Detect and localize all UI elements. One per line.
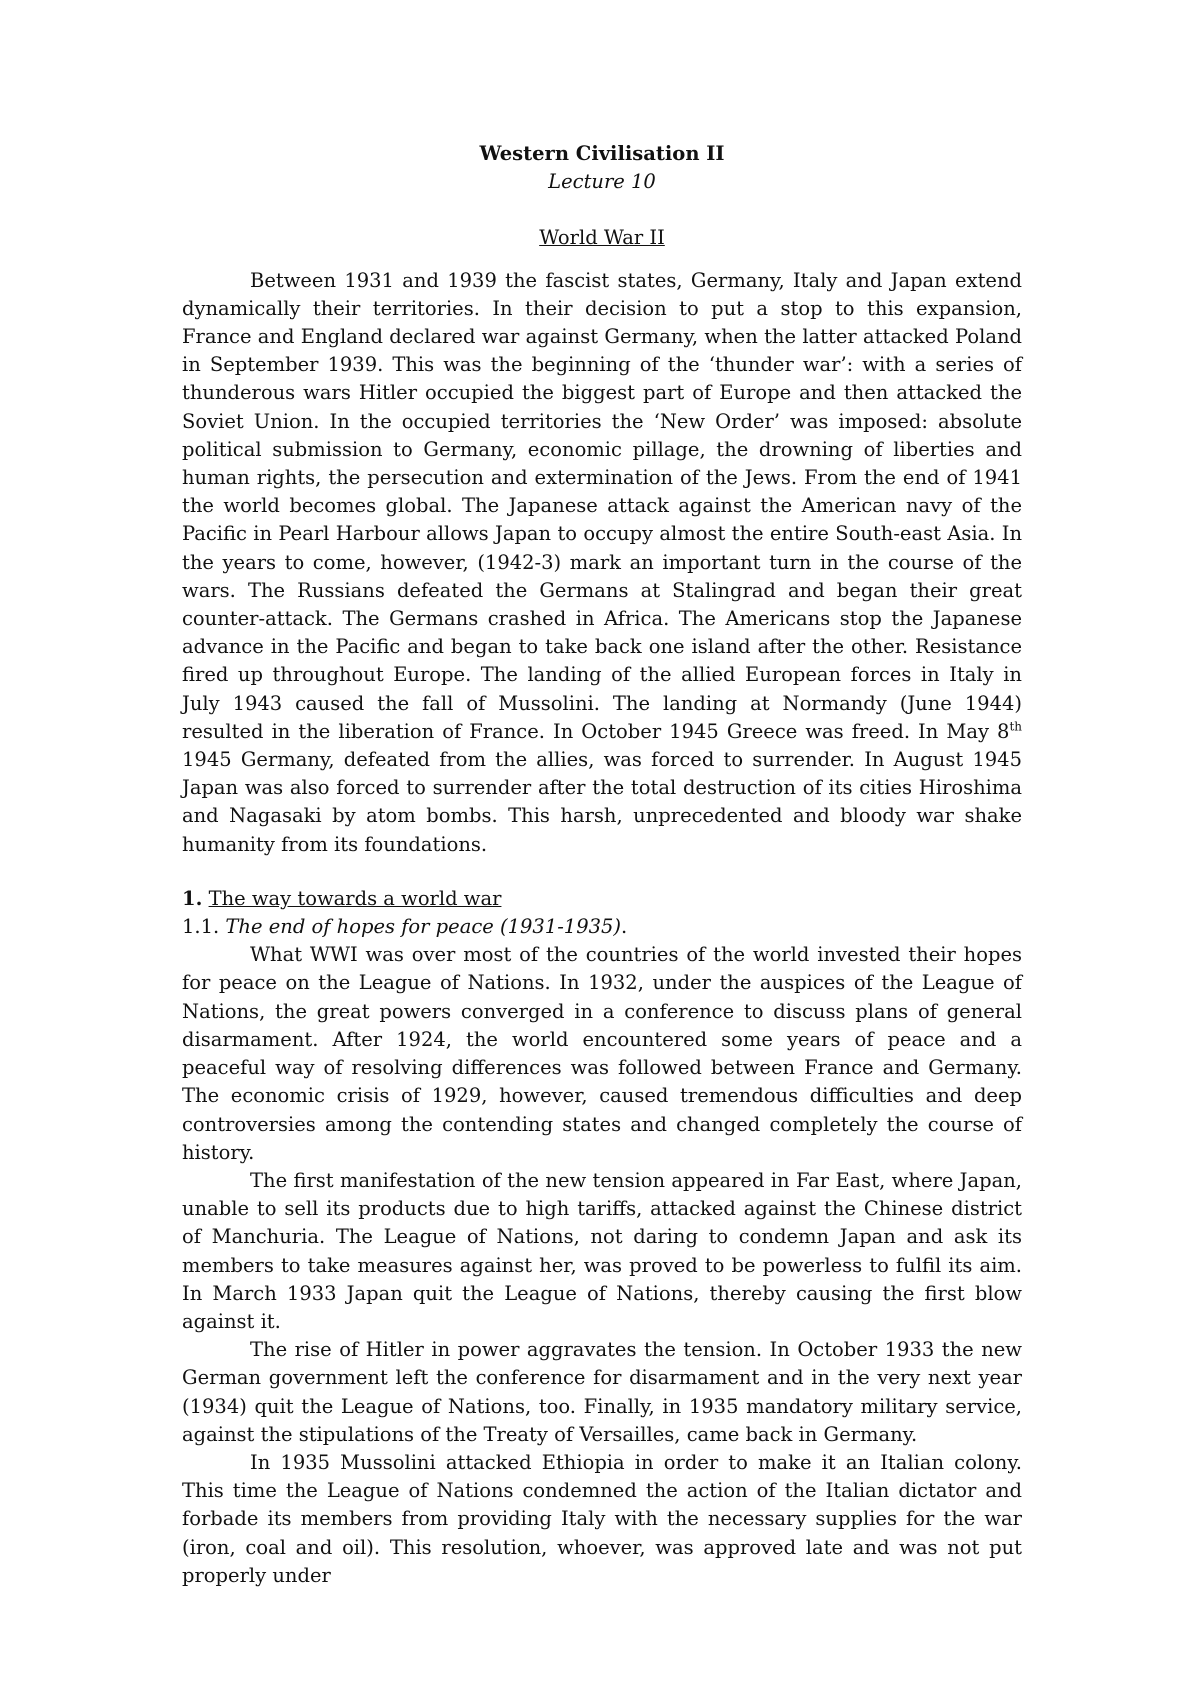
document-page — [182, 140, 1022, 1590]
body-paragraph-4: In 1935 Mussolini attacked Ethiopia in order to make it an Italian colony. This time the League of Nations condemned the action of the Italian dictator and forbade its members from providing Italy with the necessary supplies for the war (iron, coal and oil). This resolution, whoever, was approved late and was not put properly under — [182, 1450, 1022, 1587]
heading-1-1 — [182, 913, 1022, 941]
section-title: World War II — [539, 226, 665, 250]
body-paragraph-3: The rise of Hitler in power aggravates the tension. In October 1933 the new German government left the conference for disarmament and in the very next year (1934) quit the League of Nations, too. Finally, in 1935 mandatory military service, against the stipulations of the Treaty of Versailles, came back in Germany. — [182, 1338, 1022, 1446]
intro-text-part2: 1945 Germany, defeated from the allies, was forced to surrender. In August 1945 Japan was also forced to surrender after the total destruction of its cities Hiroshima and Nagasaki by atom bombs. This harsh, unprecedented and bloody war shake humanity from its foundations. — [182, 748, 1022, 856]
intro-superscript: th — [1009, 719, 1022, 734]
intro-text-part1: Between 1931 and 1939 the fascist states, Germany, Italy and Japan extend dynamically their territories. In their decision to put a stop to this expansion, France and England declared war against Germany, when the latter attacked Poland in September 1939. This was the beginning of the ‘thunder war’: with a series of thunderous wars Hitler occupied the biggest part of Europe and then attacked the Soviet Union. In the occupied territories the ‘New Order’ was imposed: absolute political submission to Germany, economic pillage, the drowning of liberties and human rights, the persecution and extermination of the Jews. From the end of 1941 the world becomes global. The Japanese attack against the American navy of the Pacific in Pearl Harbour allows Japan to occupy almost the entire South-east Asia. In the years to come, however, (1942-3) mark an important turn in the course of the wars. The Russians defeated the Germans at Stalingrad and began their great counter-attack. The Germans crashed in Africa. The Americans stop the Japanese advance in the Pacific and began to take back one island after the other. Resistance fired up throughout Europe. The landing of the allied European forces in Italy in July 1943 caused the fall of Mussolini. The landing at Normandy (June 1944) resulted in the liberation of France. In October 1945 Greece was freed. In May 8 — [182, 268, 1022, 743]
heading-1 — [182, 885, 1022, 913]
document-title: Western Civilisation II — [479, 142, 725, 165]
intro-paragraph — [182, 267, 1022, 859]
body-paragraph-2: The first manifestation of the new tension appeared in Far East, where Japan, unable to sell its products due to high tariffs, attacked against the Chinese district of Manchuria. The League of Nations, not daring to condemn Japan and ask its members to take measures against her, was proved to be powerless to fulfil its aim. In March 1933 Japan quit the League of Nations, thereby causing the first blow against it. — [182, 1168, 1022, 1333]
heading-1-1-text: The end of hopes for peace (1931-1935) — [225, 915, 622, 939]
heading-1-text: The way towards a world war — [208, 886, 502, 910]
heading-1-1-number: 1.1. — [182, 915, 220, 939]
body-paragraph-1: What WWI was over most of the countries of the world invested their hopes for peace on the League of Nations. In 1932, under the auspices of the League of Nations, the great powers converged in a conference to discuss plans of general disarmament. After 1924, the world encountered some years of peace and a peaceful way of resolving differences was followed between France and Germany. The economic crisis of 1929, however, caused tremendous difficulties and deep controversies among the contending states and changed completely the course of history. — [182, 943, 1022, 1164]
heading-1-number: 1. — [182, 886, 203, 910]
heading-1-1-tail: . — [621, 915, 628, 939]
document-subtitle: Lecture 10 — [548, 170, 656, 194]
